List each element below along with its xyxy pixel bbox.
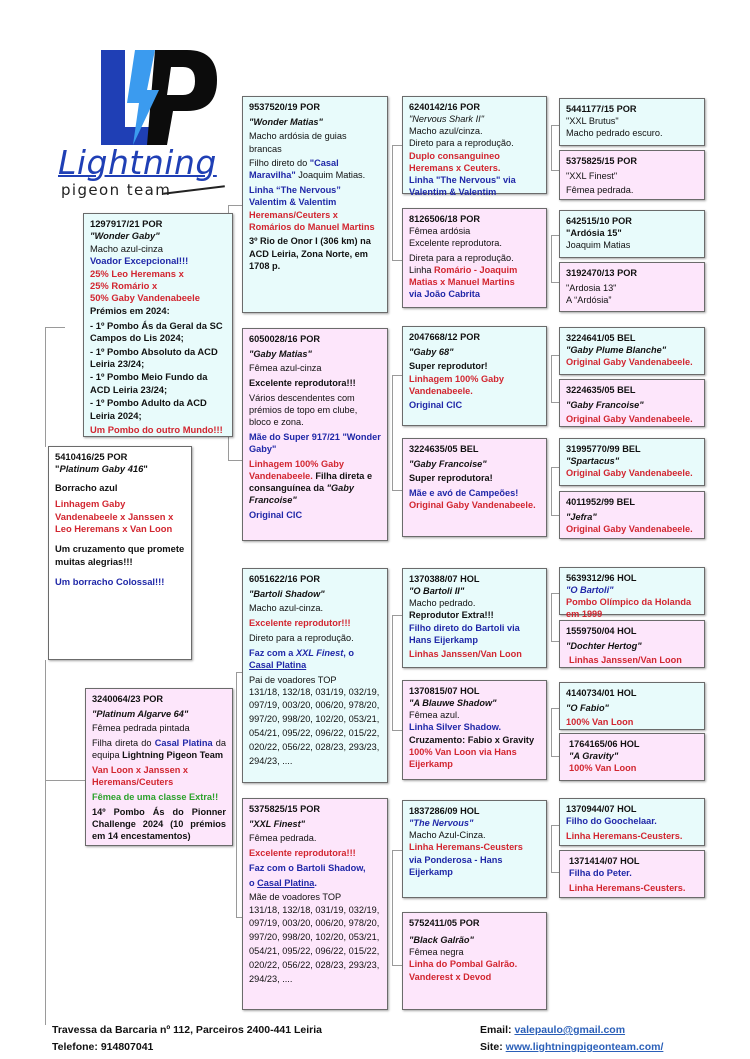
gen4-card [559, 620, 705, 668]
pigeon-note: Macho pedrado escuro. [566, 128, 663, 139]
pigeon-name: "A Gravity" [569, 751, 619, 762]
subject-card [48, 446, 192, 660]
pigeon-ring: 5375825/15 POR [566, 156, 638, 166]
pigeon-line-red: Linha do Pombal Galrão. Vanderest x Devod [409, 959, 518, 982]
connector-line [551, 125, 559, 126]
sire-sire-card [242, 96, 388, 313]
gen3-card [402, 680, 547, 780]
pigeon-name: "Nervous Shark II" [409, 114, 484, 125]
pigeon-name: "Black Galrão" [409, 935, 474, 946]
pigeon-color: Fêmea pedrada. [249, 833, 317, 844]
sire-prize: - 1º Pombo Absoluto da ACD Leiria 23/24; [90, 345, 218, 370]
connector-line [551, 593, 559, 594]
pigeon-desc: Direto para a reprodução. [409, 138, 514, 149]
pigeon-name: "Jefra" [566, 511, 597, 522]
pigeon-name: "Gaby Plume Blanche" [566, 345, 667, 356]
pigeon-origin: Filho direto do "Casal Maravilha" Joaquim Matias. [249, 158, 366, 181]
connector-line [392, 375, 393, 490]
pigeon-desc: Direto para a reprodução. [249, 632, 354, 643]
pigeon-ring: 1370815/07 HOL [409, 686, 480, 696]
footer-contact-left [52, 1022, 322, 1056]
sire-prize: - 1º Pombo Ás da Geral da SC Campos do Lis 2024; [90, 319, 223, 344]
pigeon-ring: 4011952/99 BEL [566, 497, 635, 507]
pigeon-ring: 5375825/15 POR [249, 804, 321, 814]
dam-ring: 3240064/23 POR [92, 694, 164, 704]
connector-line [551, 708, 552, 756]
pigeon-pair: Faz com o Bartoli Shadow, [249, 862, 366, 873]
pigeon-offspring-title: Mãe de voadores TOP [249, 892, 342, 903]
gen4-card [559, 682, 705, 730]
pigeon-color: Macho ardósia de guias brancas [249, 131, 347, 154]
pigeon-name: "Gaby Francoise" [409, 458, 487, 469]
pigeon-highlight: Excelente reprodutora!!! [249, 848, 356, 859]
pigeon-highlight: Reprodutor Extra!!! [409, 610, 494, 621]
pigeon-name: "A Blauwe Shadow" [409, 698, 497, 709]
pigeon-line-red: Heremans/Ceuters x Romários do Manuel Martins [249, 209, 375, 232]
connector-line [392, 145, 393, 260]
pigeon-highlight: Super reprodutor! [409, 361, 488, 372]
gen3-card [402, 438, 547, 537]
dam-sire-card [242, 568, 388, 783]
gen4-card [559, 379, 705, 427]
dam-color: Fêmea pedrada pintada [92, 723, 190, 734]
connector-line [551, 756, 559, 757]
connector-line [551, 402, 559, 403]
connector-line [392, 375, 402, 376]
connector-line [551, 825, 559, 826]
dam-highlight: Fêmea de uma classe Extra!! [92, 791, 219, 802]
footer-site: Site: www.lightningpigeonteam.com/ [480, 1040, 664, 1053]
pigeon-mother-of: Mãe do Super 917/21 "Wonder Gaby" [249, 431, 381, 455]
gen4-card [559, 567, 705, 620]
footer-address: Travessa da Barcaria nº 112, Parceiros 2400-441 Leiria [52, 1024, 323, 1036]
pigeon-name: "XXL Brutus" [566, 116, 619, 127]
sire-prize: - 1º Pombo Meio Fundo da ACD Leiria 23/24; [90, 371, 208, 395]
dam-prize: 14º Pombo Ás do Pionner Challenge 2024 (10 prémios em 14 encestamentos) [92, 806, 226, 841]
pigeon-line-blue: Linha "The Nervous" via Valentim & Valentim [409, 174, 516, 197]
pigeon-ring: 1837286/09 HOL [409, 806, 480, 816]
pigeon-line-red: Linhagem 100% Gaby Vandenabeele. [409, 373, 504, 396]
logo-tagline-text: pigeon team [61, 181, 172, 199]
subject-tagline: Um borracho Colossal!!! [55, 576, 165, 588]
gen4-card [559, 850, 705, 898]
pigeon-line-red: Linha Heremans-Ceusters. [569, 882, 686, 893]
sire-lineage-2: 25% Romário x [90, 280, 158, 292]
sire-prize: - 1º Pombo Adulto da ACD Leiria 2024; [90, 397, 207, 421]
sire-closing: Um Pombo do outro Mundo!!! [90, 424, 223, 436]
sire-ring: 1297917/21 POR [90, 218, 163, 229]
sire-prizes-title: Prémios em 2024: [90, 304, 170, 316]
pigeon-note: Joaquim Matias [566, 240, 631, 251]
connector-line [551, 355, 552, 402]
pigeon-line-blue: via João Cabrita [409, 289, 480, 300]
pigeon-line-red: 100% Van Loon [566, 717, 634, 728]
pigeon-highlight: Super reprodutora! [409, 473, 493, 484]
pigeon-ring: 5639312/96 HOL [566, 573, 637, 583]
pigeon-name: "O Fabio" [566, 702, 609, 713]
pigeon-ring: 1371414/07 HOL [569, 856, 640, 866]
pigeon-line-blue: Linha “The Nervous” Valentim & Valentim [249, 185, 341, 208]
connector-line [551, 593, 552, 641]
pigeon-line-blue: Filha do Peter. [569, 868, 632, 879]
pigeon-highlight: Excelente reprodutora!!! [249, 378, 356, 389]
pigeon-name: "Wonder Matias" [249, 116, 323, 127]
connector-line [551, 170, 559, 171]
sire-dam-card [242, 328, 388, 541]
pigeon-line-blue: Linha Silver Shadow. [409, 722, 502, 733]
pigeon-desc: Vários descendentes com prémios de topo em clube, bloco e zona. [249, 392, 358, 428]
connector-line [45, 660, 46, 1025]
pigeon-pair-cont: o Casal Platina. [249, 877, 317, 888]
pigeon-name: "O Bartoli II" [409, 586, 465, 597]
pigeon-name: "XXL Finest" [249, 818, 306, 829]
connector-line [551, 467, 559, 468]
pigeon-ring: 3224641/05 BEL [566, 333, 636, 343]
connector-line [228, 460, 242, 461]
connector-line [551, 641, 559, 642]
gen4-card [559, 150, 705, 200]
lightning-pigeon-team-logo [55, 45, 235, 200]
pigeon-line-red: Linha Heremans-Ceusters. [566, 830, 683, 841]
logo-brand-text: Lightning [58, 143, 217, 182]
sire-lineage-3: 50% Gaby Vandenabeele [90, 292, 200, 304]
pigeon-desc: Excelente reprodutora. [409, 238, 502, 249]
casal-platina-link[interactable]: Casal Platina [257, 877, 315, 888]
footer-email: Email: valepaulo@gmail.com [480, 1024, 626, 1036]
pigeon-name: "Gaby Francoise" [566, 399, 644, 410]
sire-lineage-1: 25% Leo Heremans x [90, 267, 184, 279]
gen4-card [559, 438, 705, 486]
pigeon-pair: Faz com a XXL Finest, o Casal Platina [249, 647, 355, 670]
pigeon-line-red: Linhas Janssen/Van Loon [569, 655, 682, 666]
pigeon-prize: 3º Rio de Onor I (306 km) na ACD Leiria, Zona Norte, em 1708 p. [249, 236, 371, 271]
pigeon-line-blue: Filho do Goochelaar. [566, 816, 657, 827]
email-link[interactable]: valepaulo@gmail.com [514, 1024, 626, 1036]
gen3-card [402, 326, 547, 426]
pigeon-name: "Bartoli Shadow" [249, 588, 325, 599]
gen3-card [402, 208, 547, 308]
pigeon-name: "Ardósia 15" [566, 228, 622, 239]
connector-line [45, 327, 65, 328]
pigeon-ring: 1559750/04 HOL [566, 626, 637, 636]
pigeon-ring: 6050028/16 POR [249, 334, 321, 344]
subject-name: "Platinum Gaby 416" [55, 463, 148, 475]
pigeon-color: Fêmea azul-cinza [249, 363, 322, 374]
pigeon-ring: 6051622/16 POR [249, 574, 321, 584]
pigeon-offspring: 131/18, 132/18, 031/19, 032/19, 097/19, 003/20, 006/20, 978/20, 997/20, 998/20, 102/20, 053/21, 054/21, 095/22, 096/22, 015/22, 020/22, 056/22, 028/23, 293/23, 294/23, .... [249, 686, 380, 766]
subject-lineage: Linhagem Gaby Vandenabeele x Janssen x Leo Heremans x Van Loon [55, 498, 174, 535]
subject-note: Um cruzamento que promete muitas alegrias!!! [55, 543, 185, 567]
pigeon-color: Fêmea azul. [409, 710, 460, 721]
pigeon-color: Macho Azul-Cinza. [409, 830, 486, 841]
connector-line [551, 515, 559, 516]
connector-line [392, 615, 402, 616]
pigeon-ring: 5441177/15 POR [566, 104, 637, 114]
pigeon-origin: Original CIC [409, 400, 463, 411]
connector-line [551, 235, 552, 282]
gen4-card [559, 262, 705, 312]
pigeon-ring: 2047668/12 POR [409, 332, 481, 342]
pigeon-color: Macho azul/cinza. [409, 126, 483, 137]
pigeon-line-blue: via Ponderosa - Hans Eijerkamp [409, 854, 503, 877]
connector-line [392, 730, 402, 731]
pigeon-name: "XXL Finest" [566, 170, 618, 181]
pigeon-ring: 8126506/18 POR [409, 214, 481, 224]
gen4-card [559, 798, 705, 846]
gen3-card [402, 800, 547, 898]
pigeon-line-red: Pombo Olímpico da Holanda em 1999 [566, 597, 692, 620]
connector-line [551, 235, 559, 236]
connector-line [551, 708, 559, 709]
pigeon-line-red: Duplo consanguineo Heremans x Ceuters. [409, 150, 501, 173]
sire-color: Macho azul-cinza [90, 242, 163, 254]
pigeon-line-red: Original Gaby Vandenabeele. [566, 523, 693, 534]
pigeon-line-blue: Filho direto do Bartoli via Hans Eijerkamp [409, 622, 520, 645]
subject-color: Borracho azul [55, 481, 118, 493]
connector-line [236, 672, 237, 917]
dam-dam-card [242, 798, 388, 1010]
pigeon-name: "Spartacus" [566, 456, 620, 467]
dam-lineage: Van Loon x Janssen x Heremans/Ceuters [92, 765, 188, 788]
gen4-card [559, 327, 705, 375]
connector-line [551, 872, 559, 873]
gen4-card [559, 491, 705, 539]
connector-line [392, 615, 393, 730]
sire-card [83, 213, 233, 437]
pigeon-desc-2: Direta para a reprodução. [409, 253, 514, 264]
pigeon-ring: 1370388/07 HOL [409, 574, 480, 584]
gen3-card [402, 912, 547, 1010]
pigeon-line-red: Original Gaby Vandenabeele. [409, 500, 536, 511]
pigeon-ring: 3224635/05 BEL [409, 444, 479, 454]
footer-contact-right [480, 1022, 663, 1056]
pigeon-ring: 4140734/01 HOL [566, 688, 637, 698]
pigeon-highlight: Excelente reprodutor!!! [249, 618, 351, 629]
pigeon-ring: 5752411/05 POR [409, 918, 480, 928]
pigeon-line-red: Original Gaby Vandenabeele. [566, 357, 693, 368]
pigeon-ring: 1370944/07 HOL [566, 804, 637, 814]
pigeon-name: "Gaby Matias" [249, 348, 312, 359]
connector-line [551, 282, 559, 283]
pigeon-highlight: Cruzamento: Fabio x Gravity [409, 734, 535, 745]
pigeon-name: "Dochter Hertog" [566, 640, 642, 651]
pigeon-line-red: 100% Van Loon [569, 763, 637, 774]
dam-origin: Filha direta do Casal Platina da equipa Lightning Pigeon Team [92, 738, 226, 761]
pigeon-color: Macho pedrado. [409, 598, 476, 609]
connector-line [45, 780, 85, 781]
gen4-card [559, 733, 705, 781]
connector-line [392, 490, 402, 491]
pigeon-ring: 3192470/13 POR [566, 268, 638, 278]
pigeon-color: Fêmea ardósia [409, 226, 471, 237]
pigeon-line-red: Original Gaby Vandenabeele. [566, 414, 693, 425]
pigeon-offspring-title: Pai de voadores TOP [249, 674, 337, 685]
website-link[interactable]: www.lightningpigeonteam.com/ [505, 1040, 664, 1053]
connector-line [45, 327, 46, 447]
pigeon-offspring: 131/18, 132/18, 031/19, 032/19, 097/19, 003/20, 006/20, 978/20, 997/20, 998/20, 102/20, 053/21, 054/21, 095/22, 096/22, 015/22, 020/22, 056/22, 028/23, 293/23, 294/23, .... [249, 904, 380, 984]
dam-name: "Platinum Algarve 64" [92, 708, 189, 719]
pigeon-line-blue: Mãe e avó de Campeões! [409, 488, 519, 499]
pigeon-name: "The Nervous" [409, 818, 474, 829]
sire-name: "Wonder Gaby" [90, 230, 160, 242]
pigeon-ring: 642515/10 POR [566, 216, 632, 226]
dam-card [85, 688, 233, 846]
pigeon-line: Linha Romário - Joaquim Matias x Manuel Martins [409, 265, 518, 288]
gen4-card [559, 210, 705, 258]
pigeon-ring: 9537520/19 POR [249, 102, 321, 112]
connector-line [551, 467, 552, 515]
sire-highlight: Voador Excepcional!!! [90, 255, 189, 267]
pigeon-color: Fêmea negra [409, 947, 464, 958]
pigeon-lineage: Linhagem 100% Gaby Vandenabeele. Filha direta e consanguínea da "Gaby Francoise" [249, 458, 373, 506]
gen4-card [559, 98, 705, 146]
pigeon-origin: Original CIC [249, 509, 303, 520]
pigeon-line-red: Original Gaby Vandenabeele. [566, 468, 693, 479]
connector-line [392, 145, 402, 146]
pigeon-line-red: Linhas Janssen/Van Loon [409, 648, 522, 659]
pigeon-note: Fêmea pedrada. [566, 185, 634, 196]
pigeon-line-red: 100% Van Loon via Hans Eijerkamp [409, 746, 517, 769]
gen3-card [402, 568, 547, 668]
pigeon-name: "Ardosia 13" [566, 282, 617, 293]
gen3-card [402, 96, 547, 197]
connector-line [551, 355, 559, 356]
pigeon-ring: 6240142/16 POR [409, 102, 481, 112]
casal-platina-link[interactable]: Casal Platina [249, 659, 307, 670]
connector-line [228, 205, 242, 206]
subject-ring: 5410416/25 POR [55, 451, 128, 462]
connector-line [392, 850, 393, 965]
pigeon-name: "Gaby 68" [409, 346, 454, 357]
pigeon-line-red: Linha Heremans-Ceusters [409, 842, 523, 853]
pigeon-ring: 31995770/99 BEL [566, 444, 641, 454]
connector-line [551, 125, 552, 170]
pigeon-color: Macho azul-cinza. [249, 603, 324, 614]
pigeon-ring: 1764165/06 HOL [569, 739, 640, 749]
connector-line [551, 825, 552, 872]
connector-line [392, 850, 402, 851]
pigeon-note: A “Ardósia” [566, 294, 612, 305]
footer-phone: Telefone: 914807041 [52, 1040, 154, 1053]
connector-line [392, 260, 402, 261]
connector-line [392, 965, 402, 966]
pigeon-name: "O Bartoli" [566, 585, 614, 596]
pigeon-ring: 3224635/05 BEL [566, 385, 636, 395]
